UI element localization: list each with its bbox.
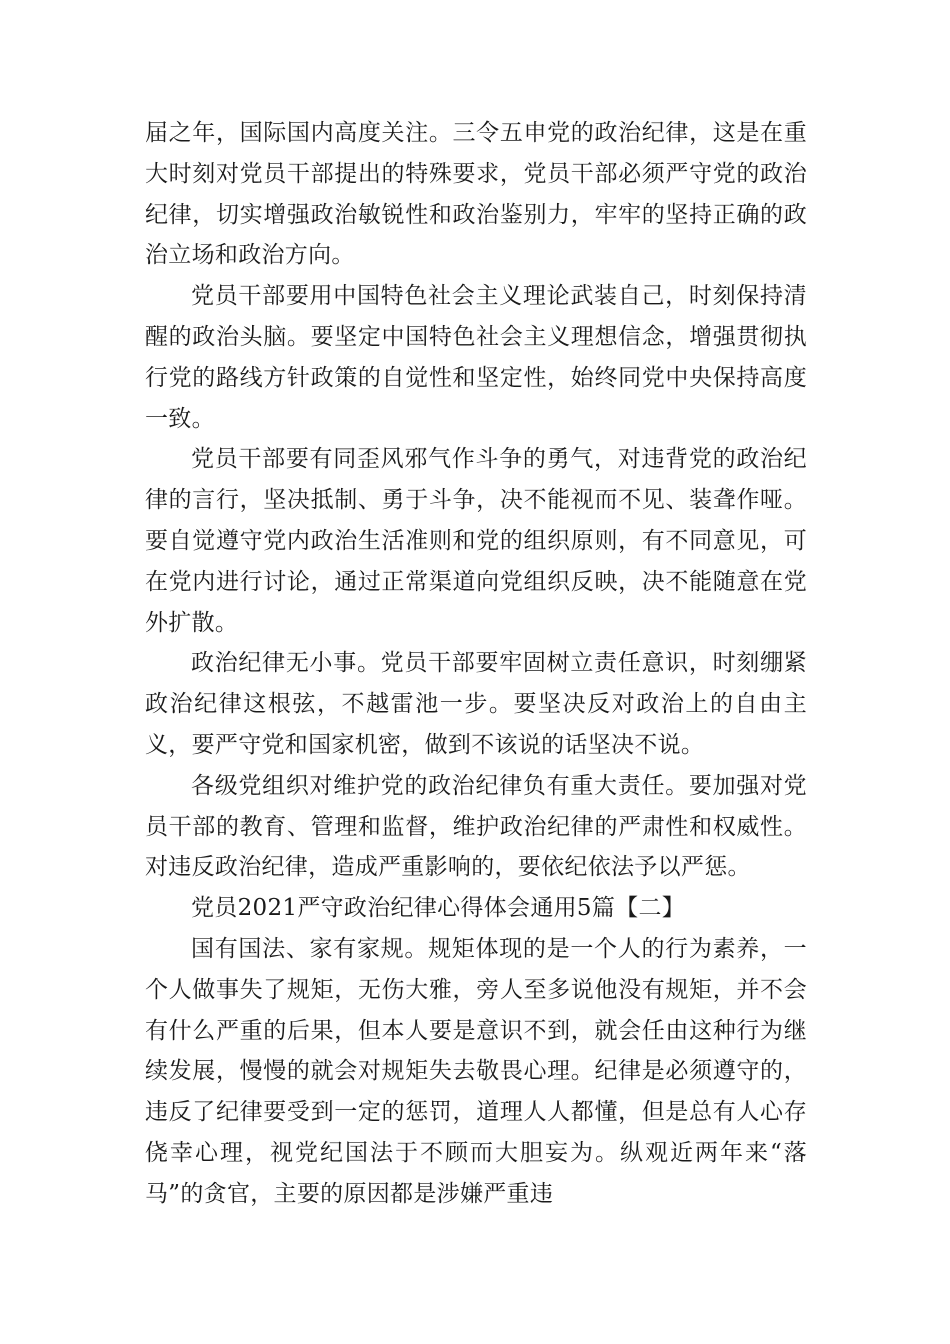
paragraph-courage: 党员干部要有同歪风邪气作斗争的勇气，对违背党的政治纪律的言行，坚决抵制、勇于斗争，决不能视而不见、装聋作哑。要自觉遵守党内政治生活准则和党的组织原则，有不同意见，可在党内进行讨论，通过正常渠道向党组织反映，决不能随意在党外扩散。 bbox=[145, 446, 807, 636]
paragraph-party-organizations: 各级党组织对维护党的政治纪律负有重大责任。要加强对党员干部的教育、管理和监督，维护政治纪律的严肃性和权威性。对违反政治纪律，造成严重影响的，要依纪依法予以严惩。 bbox=[145, 772, 807, 881]
document-page bbox=[145, 113, 807, 1215]
section-heading: 党员2021严守政治纪律心得体会通用5篇【二】 bbox=[191, 895, 686, 922]
paragraph-theory: 党员干部要用中国特色社会主义理论武装自己，时刻保持清醒的政治头脑。要坚定中国特色社会主义理想信念，增强贯彻执行党的路线方针政策的自觉性和坚定性，始终同党中央保持高度一致。 bbox=[145, 283, 807, 432]
paragraph-continued: 届之年，国际国内高度关注。三令五申党的政治纪律，这是在重大时刻对党员干部提出的特殊要求，党员干部必须严守党的政治纪律，切实增强政治敏锐性和政治鉴别力，牢牢的坚持正确的政治立场和政治方向。 bbox=[145, 120, 807, 269]
paragraph-rules: 国有国法、家有家规。规矩体现的是一个人的行为素养，一个人做事失了规矩，无伤大雅，旁人至多说他没有规矩，并不会有什么严重的后果，但本人要是意识不到，就会任由这种行为继续发展，慢慢的就会对规矩失去敬畏心理。纪律是必须遵守的，违反了纪律要受到一定的惩罚，道理人人都懂，但是总有人心存侥幸心理，视党纪国法于不顾而大胆妄为。纵观近两年来“落马”的贪官，主要的原因都是涉嫌严重违 bbox=[145, 935, 807, 1207]
paragraph-no-small-matter: 政治纪律无小事。党员干部要牢固树立责任意识，时刻绷紧政治纪律这根弦，不越雷池一步。要坚决反对政治上的自由主义，要严守党和国家机密，做到不该说的话坚决不说。 bbox=[145, 650, 807, 758]
